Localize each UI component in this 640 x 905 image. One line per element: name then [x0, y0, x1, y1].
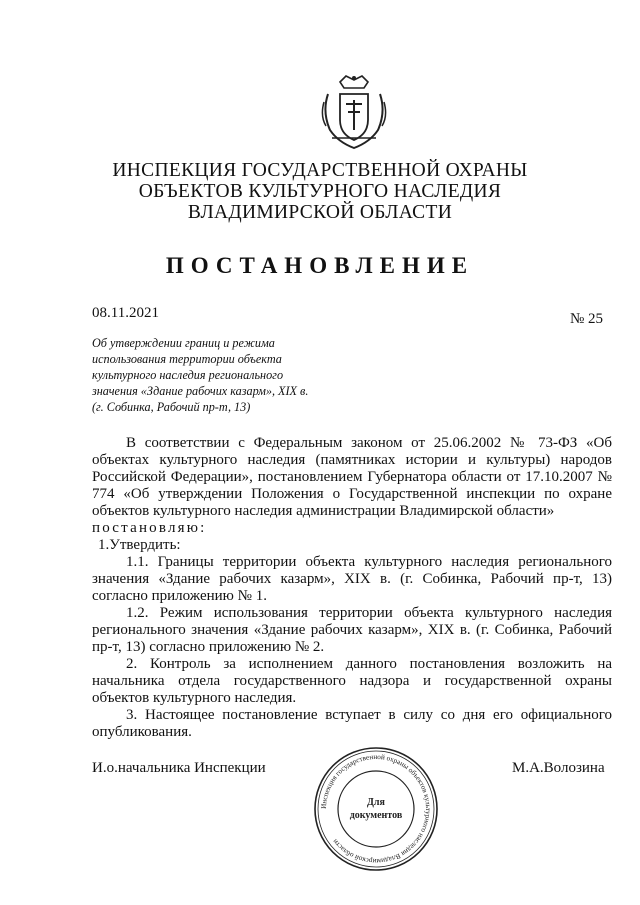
coat-of-arms-emblem — [318, 72, 390, 152]
stamp-ring-text: Инспекция государственной охраны объектов культурного наследия Владимирской области — [319, 752, 433, 866]
stamp-center-line2: документов — [349, 810, 403, 821]
agency-name-line2: ОБЪЕКТОВ КУЛЬТУРНОГО НАСЛЕДИЯ — [138, 181, 502, 202]
document-subject: Об утверждении границ и режима использования территории объекта культурного наследия регионального значения «Здание рабочих казарм», XIX в. (г. Собинка, Рабочий пр-т, 13) — [92, 336, 309, 414]
approve-line: 1.Утвердить: — [98, 537, 181, 553]
round-stamp — [312, 745, 440, 873]
signature-name: М.А.Волозина — [512, 760, 605, 776]
agency-name-line1: ИНСПЕКЦИЯ ГОСУДАРСТВЕННОЙ ОХРАНЫ — [112, 160, 528, 181]
document-number: № 25 — [570, 311, 604, 327]
signature-position: И.о.начальника Инспекции — [92, 760, 266, 776]
item-3: 3. Настоящее постановление вступает в силу со дня его официального опубликования. — [92, 707, 612, 740]
resolve-line: постановляю: — [92, 520, 207, 536]
document-body — [92, 435, 612, 741]
item-1-2: 1.2. Режим использования территории объекта культурного наследия регионального значения «Здание рабочих казарм», XIX в. (г. Собинка, Рабочий пр-т, 13) согласно приложению № 2. — [92, 605, 612, 655]
item-1-1: 1.1. Границы территории объекта культурного наследия регионального значения «Здание рабочих казарм», XIX в. (г. Собинка, Рабочий пр-т, 13) согласно приложению № 1. — [92, 554, 612, 604]
item-2: 2. Контроль за исполнением данного постановления возложить на начальника отдела государственного надзора и государственной охраны объектов культурного наследия. — [92, 656, 612, 706]
document-date: 08.11.2021 — [92, 305, 159, 321]
agency-name-line3: ВЛАДИМИРСКОЙ ОБЛАСТИ — [187, 202, 453, 223]
document-title: ПОСТАНОВЛЕНИЕ — [165, 253, 475, 278]
stamp-center-line1: Для — [367, 797, 385, 808]
intro-paragraph: В соответствии с Федеральным законом от 25.06.2002 № 73-ФЗ «Об объектах культурного наследия (памятниках истории и культуры) народов Российской Федерации», постановлением Губернатора области от 17.10.2007 № 774 «Об утверждении Положения о Государственной инспекции по охране объектов культурного наследия администрации Владимирской области» — [92, 435, 612, 519]
